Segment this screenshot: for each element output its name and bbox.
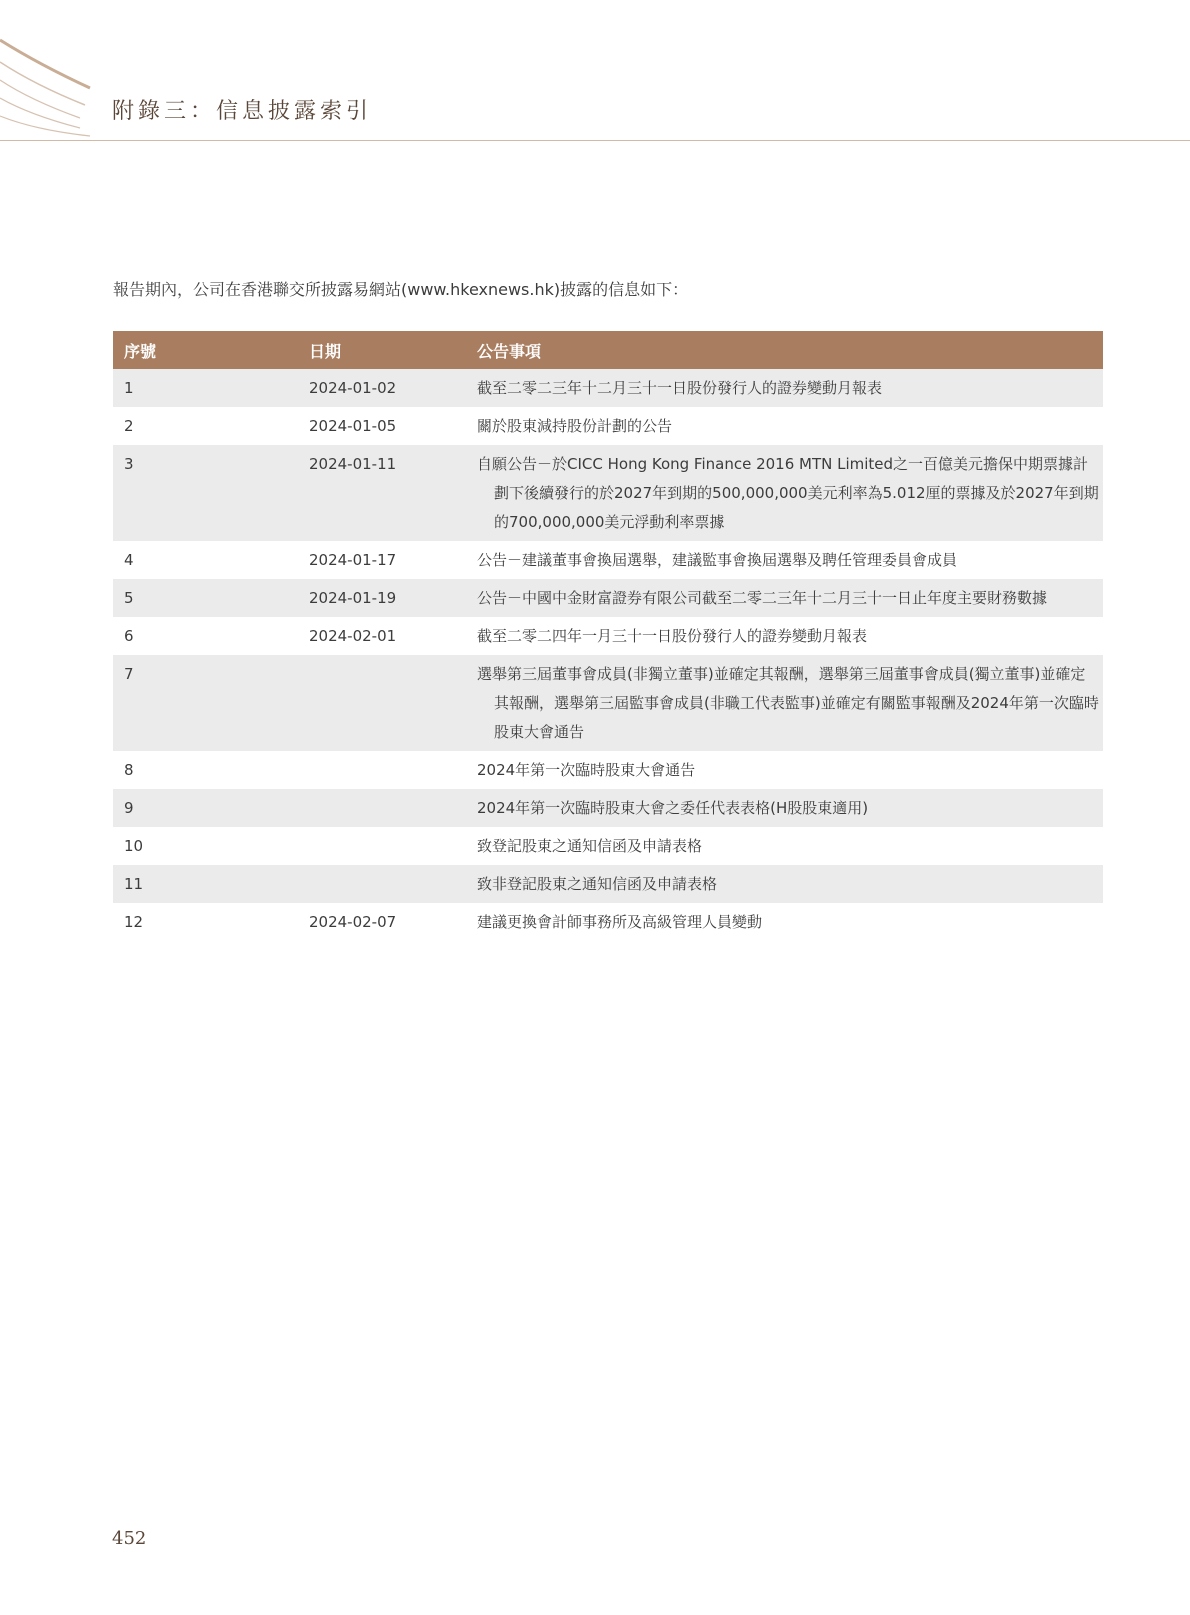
row-number: 4 — [124, 551, 134, 569]
column-header-item: 公告事項 — [477, 341, 542, 361]
table-row — [113, 617, 1103, 655]
table-row — [113, 903, 1103, 941]
table-row — [113, 369, 1103, 407]
row-number: 5 — [124, 589, 134, 607]
row-item: 建議更換會計師事務所及高級管理人員變動 — [477, 913, 763, 931]
table-row — [113, 579, 1103, 617]
column-header-date: 日期 — [309, 341, 342, 361]
row-date — [309, 660, 477, 747]
table-row — [113, 865, 1103, 903]
row-date: 2024-01-02 — [309, 379, 397, 397]
row-date: 2024-02-01 — [309, 627, 397, 645]
column-header-number: 序號 — [124, 341, 157, 361]
row-number: 11 — [124, 875, 144, 893]
row-date — [309, 756, 477, 785]
header-divider — [0, 140, 1190, 141]
row-item: 致登記股東之通知信函及申請表格 — [477, 837, 703, 855]
row-item: 致非登記股東之通知信函及申請表格 — [477, 875, 718, 893]
row-date — [309, 870, 477, 899]
page-number: 452 — [112, 1528, 147, 1549]
row-date — [309, 794, 477, 823]
table-row — [113, 827, 1103, 865]
table-row — [113, 541, 1103, 579]
row-date: 2024-01-05 — [309, 417, 397, 435]
table-row — [113, 655, 1103, 751]
row-number: 8 — [124, 761, 134, 779]
row-date: 2024-02-07 — [309, 913, 397, 931]
row-date — [309, 832, 477, 861]
row-item: 2024年第一次臨時股東大會之委任代表表格(H股股東適用) — [477, 799, 869, 817]
row-number: 12 — [124, 913, 144, 931]
row-number: 9 — [124, 799, 134, 817]
row-date: 2024-01-17 — [309, 551, 397, 569]
row-item: 公告－建議董事會換屆選舉，建議監事會換屆選舉及聘任管理委員會成員 — [477, 551, 958, 569]
row-number: 10 — [124, 837, 144, 855]
intro-text: 報告期內，公司在香港聯交所披露易網站(www.hkexnews.hk)披露的信息如下： — [113, 280, 689, 299]
row-item: 選舉第三屆董事會成員(非獨立董事)並確定其報酬，選舉第三屆董事會成員(獨立董事)並確定其報酬，選舉第三屆監事會成員(非職工代表監事)並確定有關監事報酬及2024年第一次臨時股東大會通告 — [477, 665, 1099, 741]
row-item: 2024年第一次臨時股東大會通告 — [477, 761, 696, 779]
row-date: 2024-01-19 — [309, 589, 397, 607]
row-number: 3 — [124, 455, 134, 473]
row-item: 自願公告－於CICC Hong Kong Finance 2016 MTN Limited之一百億美元擔保中期票據計劃下後續發行的於2027年到期的500,000,000美元利率為5.012厘的票據及於2027年到期的700,000,000美元浮動利率票據 — [477, 455, 1099, 531]
table-row — [113, 445, 1103, 541]
row-item: 截至二零二三年十二月三十一日股份發行人的證券變動月報表 — [477, 379, 883, 397]
table-row — [113, 789, 1103, 827]
row-number: 6 — [124, 627, 134, 645]
row-number: 2 — [124, 417, 134, 435]
row-item: 截至二零二四年一月三十一日股份發行人的證券變動月報表 — [477, 627, 868, 645]
row-date: 2024-01-11 — [309, 455, 397, 473]
table-header — [113, 331, 1103, 369]
disclosure-table — [113, 331, 1103, 941]
row-item: 關於股東減持股份計劃的公告 — [477, 417, 673, 435]
row-item: 公告－中國中金財富證券有限公司截至二零二三年十二月三十一日止年度主要財務數據 — [477, 589, 1048, 607]
page-title: 附錄三：信息披露索引 — [112, 99, 373, 124]
table-row — [113, 751, 1103, 789]
decorative-arcs-icon — [0, 0, 110, 150]
table-row — [113, 407, 1103, 445]
row-number: 7 — [124, 665, 134, 683]
row-number: 1 — [124, 379, 134, 397]
